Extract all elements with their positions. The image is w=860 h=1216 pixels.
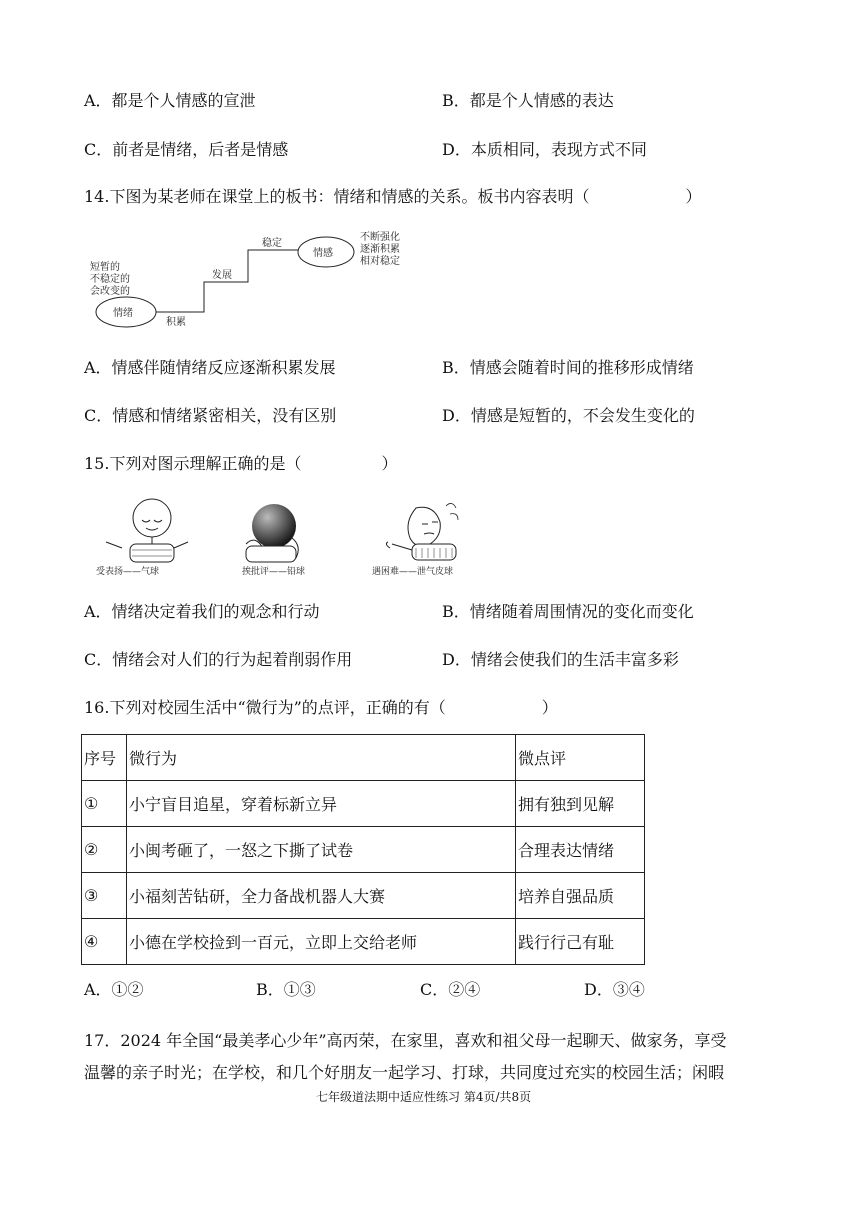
- row-behavior: 小德在学校捡到一百元，立即上交给老师: [127, 919, 516, 965]
- option-c: C．情绪会对人们的行为起着削弱作用: [84, 650, 353, 669]
- row-index: ③: [82, 873, 127, 919]
- caption-difficulty: 遇困难——泄气皮球: [372, 567, 454, 577]
- option-a: A．①②: [84, 980, 144, 999]
- emotion-feeling-staircase-diagram: [86, 228, 426, 338]
- option-b: B．①③: [256, 980, 316, 999]
- option-d: D．情绪会使我们的生活丰富多彩: [442, 650, 679, 669]
- question-17-line-2: 温馨的亲子时光；在学校，和几个好朋友一起学习、打球，共同度过充实的校园生活；闲暇: [84, 1063, 725, 1082]
- option-a: A．情绪决定着我们的观念和行动: [84, 602, 320, 621]
- emotion-cartoon-figures: [96, 498, 496, 578]
- question-16-stem: 16.下列对校园生活中“微行为”的点评，正确的有（ ）: [84, 698, 558, 717]
- shot-put-head-figure: [246, 504, 298, 562]
- balloon-head-figure: [106, 499, 188, 562]
- start-node-label: 情绪: [113, 308, 133, 319]
- table-row: [82, 873, 645, 919]
- right-note-line: 逐渐积累: [360, 244, 400, 255]
- row-behavior: 小宁盲目追星，穿着标新立异: [127, 781, 516, 827]
- option-c: C．②④: [420, 980, 481, 999]
- deflated-ball-head-figure: [386, 503, 458, 560]
- row-comment: 培养自强品质: [516, 873, 645, 919]
- page-footer: 七年级道法期中适应性练习 第4页/共8页: [316, 1090, 532, 1104]
- step-label-develop: 发展: [212, 270, 232, 281]
- caption-criticized: 挨批评——铅球: [242, 567, 306, 577]
- row-comment: 践行行己有耻: [516, 919, 645, 965]
- left-note-line: 不稳定的: [90, 274, 130, 285]
- table-header-row: [82, 735, 645, 781]
- header-cell-index: 序号: [82, 735, 127, 781]
- row-comment: 合理表达情绪: [516, 827, 645, 873]
- option-c: C．情感和情绪紧密相关，没有区别: [84, 406, 337, 425]
- option-d: D．情感是短暂的，不会发生变化的: [442, 406, 695, 425]
- right-note-line: 相对稳定: [360, 256, 400, 267]
- question-15-stem: 15.下列对图示理解正确的是（ ）: [84, 454, 398, 473]
- row-comment: 拥有独到见解: [516, 781, 645, 827]
- option-b: B．情绪随着周围情况的变化而变化: [442, 602, 694, 621]
- left-note-line: 会改变的: [90, 286, 130, 297]
- left-note-line: 短暂的: [90, 262, 120, 273]
- table-row: [82, 827, 645, 873]
- row-behavior: 小闽考砸了，一怒之下撕了试卷: [127, 827, 516, 873]
- question-17-line-1: 17．2024 年全国“最美孝心少年”高丙荣，在家里，喜欢和祖父母一起聊天、做家务，享受: [84, 1031, 727, 1050]
- option-a: A．情感伴随情绪反应逐渐积累发展: [84, 358, 336, 377]
- option-a: A．都是个人情感的宣泄: [84, 91, 256, 110]
- end-node-label: 情感: [313, 248, 333, 259]
- header-cell-comment: 微点评: [516, 735, 645, 781]
- header-cell-behavior: 微行为: [127, 735, 516, 781]
- option-b: B．情感会随着时间的推移形成情绪: [442, 358, 694, 377]
- caption-praised: 受表扬——气球: [96, 567, 160, 577]
- option-c: C．前者是情绪，后者是情感: [84, 140, 289, 159]
- row-index: ①: [82, 781, 127, 827]
- step-label-stable: 稳定: [262, 238, 282, 249]
- right-note-line: 不断强化: [360, 232, 400, 243]
- row-index: ④: [82, 919, 127, 965]
- step-label-accumulate: 积累: [166, 317, 186, 328]
- option-b: B．都是个人情感的表达: [442, 91, 614, 110]
- row-behavior: 小福刻苦钻研，全力备战机器人大赛: [127, 873, 516, 919]
- staircase-line: [156, 250, 298, 312]
- option-d: D．本质相同，表现方式不同: [442, 140, 647, 159]
- row-index: ②: [82, 827, 127, 873]
- option-d: D．③④: [584, 980, 645, 999]
- micro-behavior-table: [81, 734, 645, 965]
- table-row: [82, 919, 645, 965]
- question-14-stem: 14.下图为某老师在课堂上的板书：情绪和情感的关系。板书内容表明（ ）: [84, 187, 702, 206]
- table-row: [82, 781, 645, 827]
